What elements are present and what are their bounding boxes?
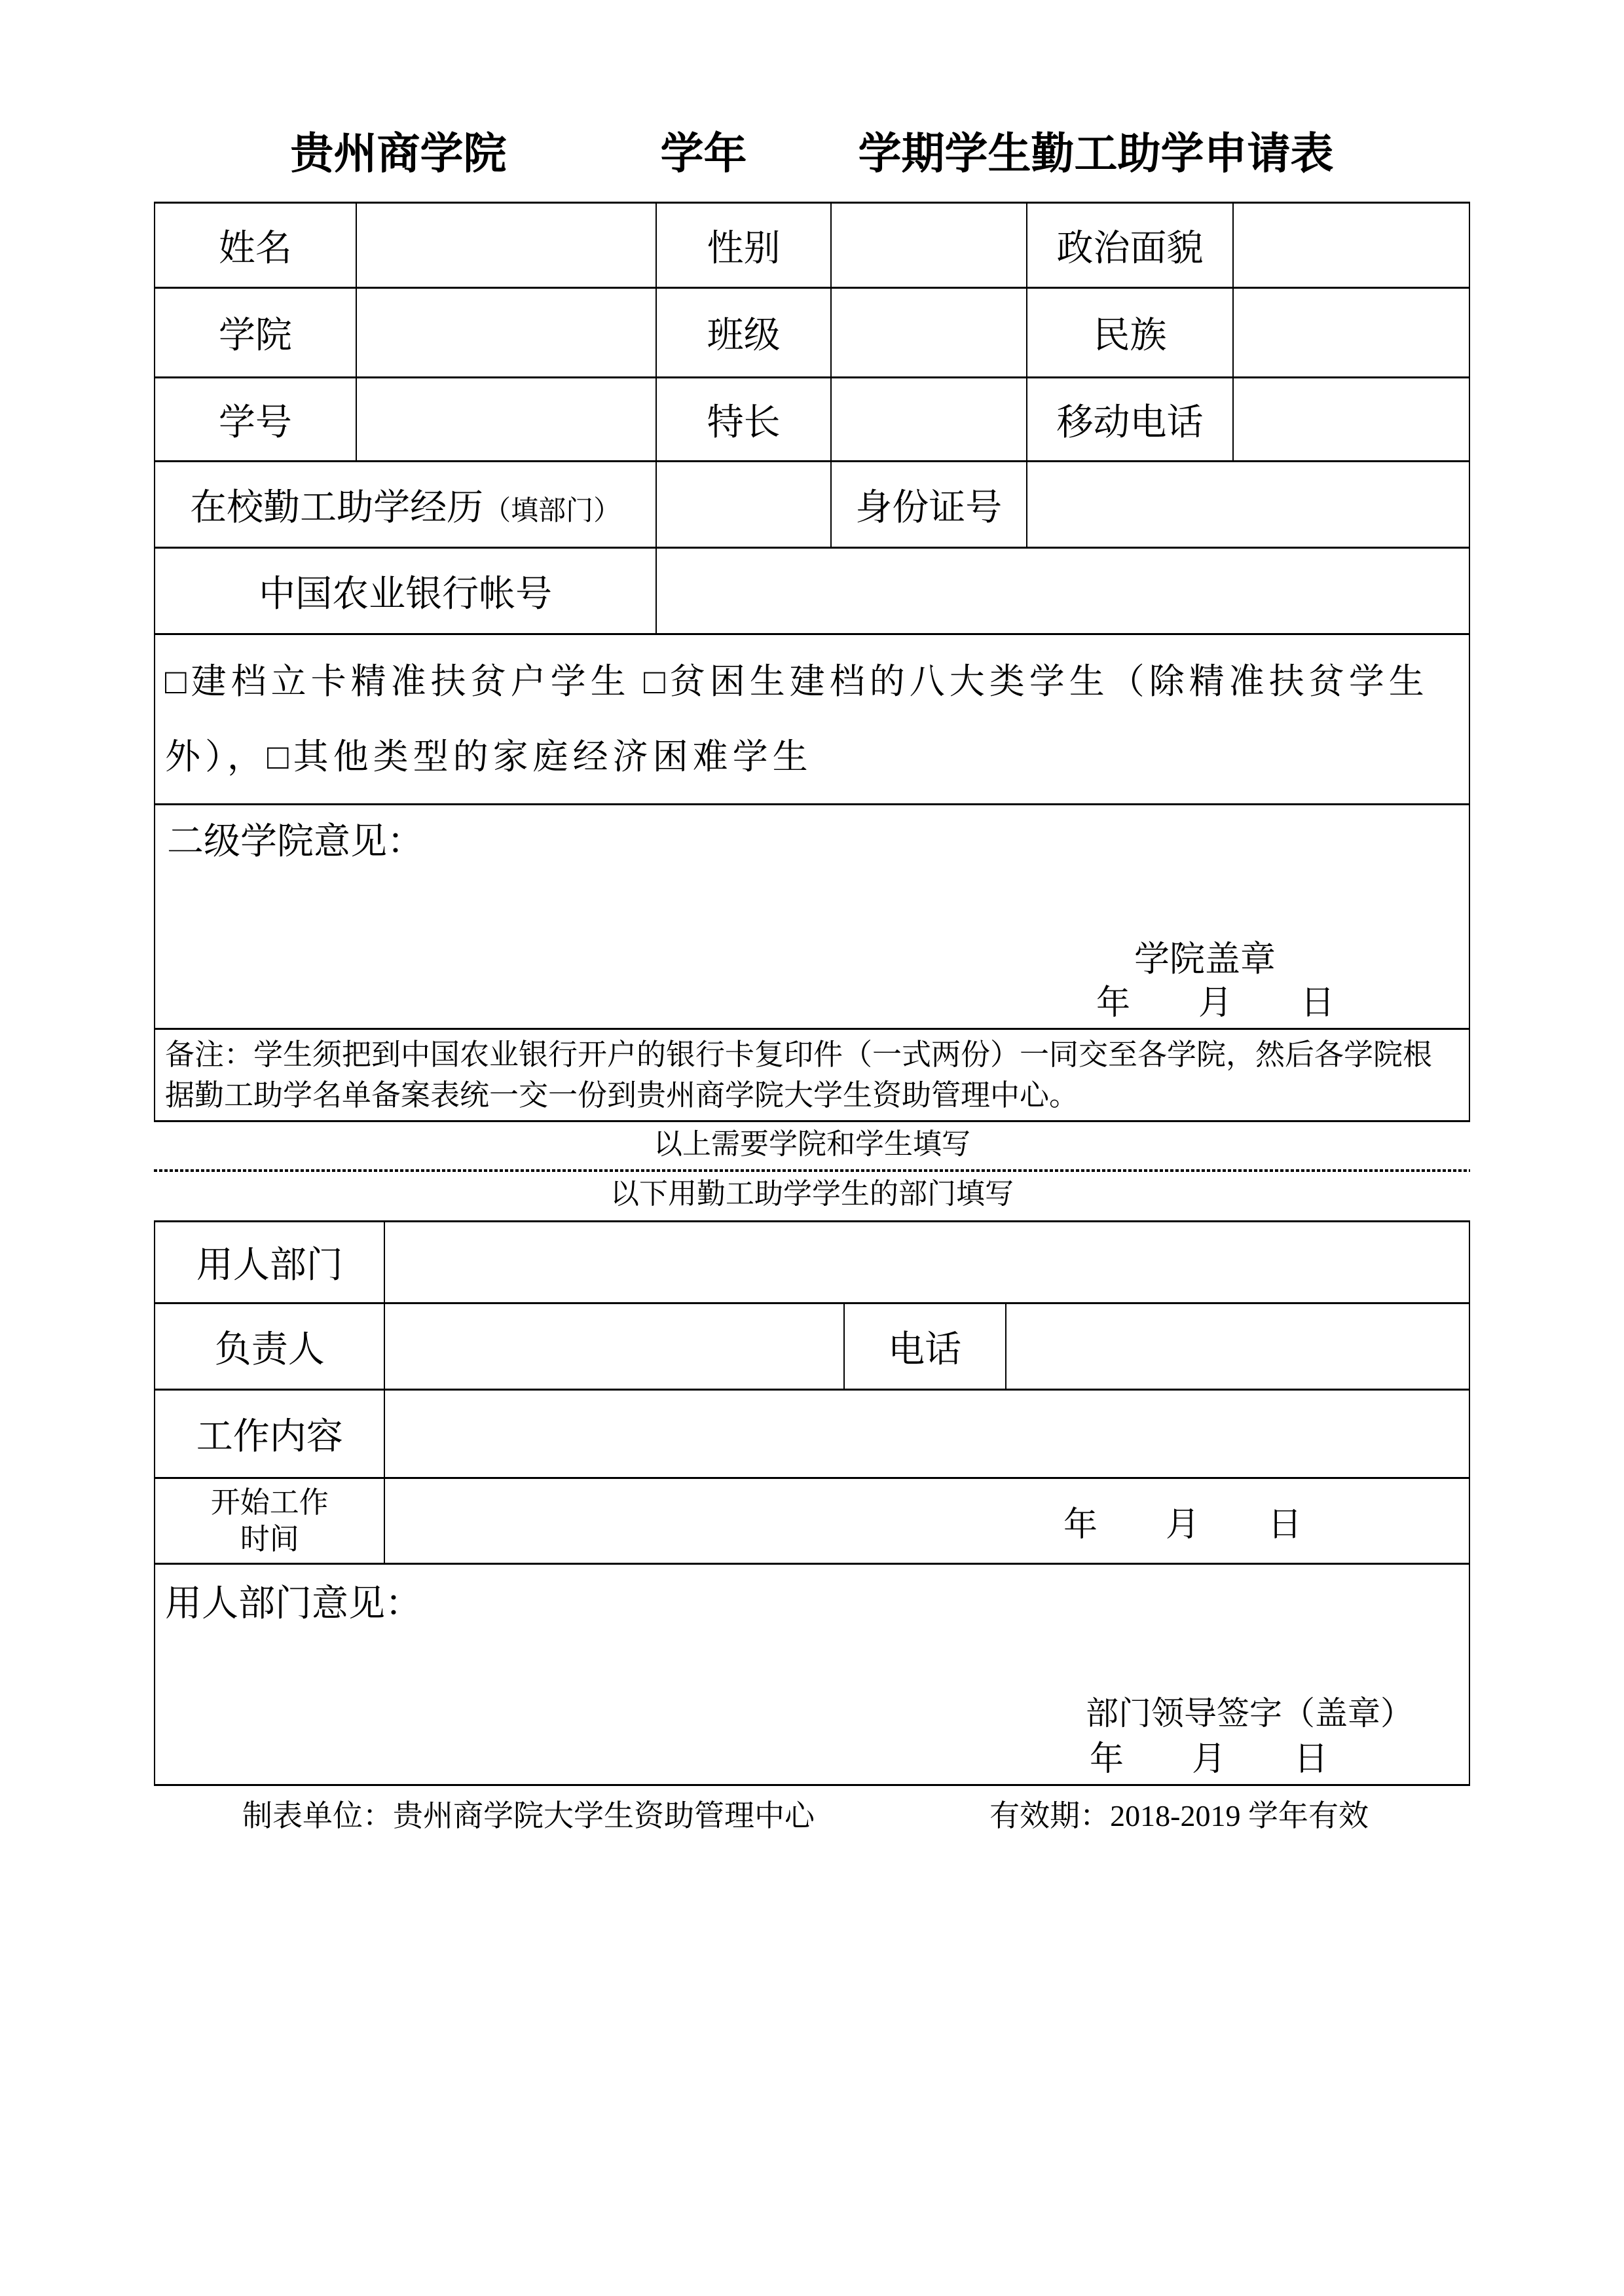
work-experience-label-text: 在校勤工助学经历	[190, 487, 484, 528]
poverty-category-checkboxes: □建档立卡精准扶贫户学生 □贫困生建档的八大类学生（除精准扶贫学生外），□其他类型的家庭经济困难学生	[155, 634, 1469, 805]
work-content-value-cell	[384, 1390, 1469, 1478]
class-value-cell	[831, 288, 1027, 378]
department-opinion-label: 用人部门意见：	[165, 1584, 422, 1624]
table-row	[155, 1222, 1469, 1303]
table-row	[155, 203, 1469, 288]
student-id-value-cell	[356, 378, 657, 462]
dotted-divider-line	[154, 1169, 1470, 1172]
ethnicity-label: 民族	[1027, 288, 1234, 378]
specialty-value-cell	[831, 378, 1027, 462]
section-note-below: 以下用勤工助学学生的部门填写	[610, 1178, 1014, 1210]
college-value-cell	[356, 288, 657, 378]
table-row	[155, 1478, 1469, 1564]
manager-label: 负责人	[155, 1303, 384, 1390]
leader-signature-label: 部门领导签字（盖章）	[1086, 1695, 1413, 1732]
college-opinion-date-blank: 年 月 日	[1096, 985, 1335, 1022]
table-row	[155, 634, 1469, 805]
ethnicity-value-cell	[1233, 288, 1469, 378]
employing-department-label: 用人部门	[155, 1222, 384, 1303]
mobile-phone-value-cell	[1233, 378, 1469, 462]
college-stamp-label: 学院盖章	[1134, 939, 1276, 979]
political-status-label: 政治面貌	[1027, 203, 1234, 288]
specialty-label: 特长	[656, 378, 831, 462]
student-info-table	[154, 202, 1470, 1122]
footer-issuer: 制表单位：贵州商学院大学生资助管理中心	[242, 1799, 815, 1832]
table-row	[155, 1564, 1469, 1785]
table-row	[155, 462, 1469, 548]
phone-label: 电话	[844, 1303, 1006, 1390]
college-opinion-cell	[155, 805, 1469, 1029]
bank-account-label: 中国农业银行帐号	[155, 548, 656, 634]
form-title	[0, 131, 1624, 178]
name-label: 姓名	[155, 203, 356, 288]
start-time-label-line1: 开始工作	[210, 1486, 329, 1519]
remark-note: 备注：学生须把到中国农业银行开户的银行卡复印件（一式两份）一同交至各学院，然后各学院根据勤工助学名单备案表统一交一份到贵州商学院大学生资助管理中心。	[155, 1029, 1469, 1121]
table-row	[155, 548, 1469, 634]
employing-department-value-cell	[384, 1222, 1469, 1303]
manager-value-cell	[384, 1303, 843, 1390]
work-content-label: 工作内容	[155, 1390, 384, 1478]
department-table	[154, 1220, 1470, 1786]
table-row	[155, 1029, 1469, 1121]
class-label: 班级	[656, 288, 831, 378]
table-row	[155, 805, 1469, 1029]
table-row	[155, 1390, 1469, 1478]
footer-validity: 有效期：2018-2019 学年有效	[989, 1799, 1369, 1832]
gender-label: 性别	[656, 203, 831, 288]
work-experience-value-cell	[656, 462, 831, 548]
work-experience-label	[155, 462, 656, 548]
phone-value-cell	[1006, 1303, 1469, 1390]
department-opinion-block	[155, 1565, 1469, 1784]
id-number-label: 身份证号	[831, 462, 1027, 548]
form-footer	[154, 1799, 1470, 1833]
start-time-label	[155, 1478, 384, 1564]
name-value-cell	[356, 203, 657, 288]
department-opinion-cell	[155, 1564, 1469, 1785]
student-id-label: 学号	[155, 378, 356, 462]
college-opinion-label: 二级学院意见：	[167, 822, 424, 862]
bank-account-value-cell	[656, 548, 1469, 634]
mobile-phone-label: 移动电话	[1027, 378, 1234, 462]
start-time-date-blank: 年 月 日	[384, 1478, 1469, 1564]
gender-value-cell	[831, 203, 1027, 288]
title-school-name: 贵州商学院	[290, 130, 507, 178]
section-note-above: 以上需要学院和学生填写	[654, 1128, 970, 1160]
table-row	[155, 378, 1469, 462]
table-row	[155, 1303, 1469, 1390]
college-label: 学院	[155, 288, 356, 378]
start-time-label-line2: 时间	[240, 1523, 299, 1556]
political-status-value-cell	[1233, 203, 1469, 288]
id-number-value-cell	[1027, 462, 1469, 548]
table-row	[155, 288, 1469, 378]
title-academic-year-label: 学年	[660, 130, 747, 178]
title-form-name: 学期学生勤工助学申请表	[858, 130, 1334, 178]
work-experience-note: （填部门）	[483, 496, 621, 526]
department-opinion-date-blank: 年 月 日	[1089, 1741, 1328, 1778]
college-opinion-block	[155, 805, 1469, 1028]
